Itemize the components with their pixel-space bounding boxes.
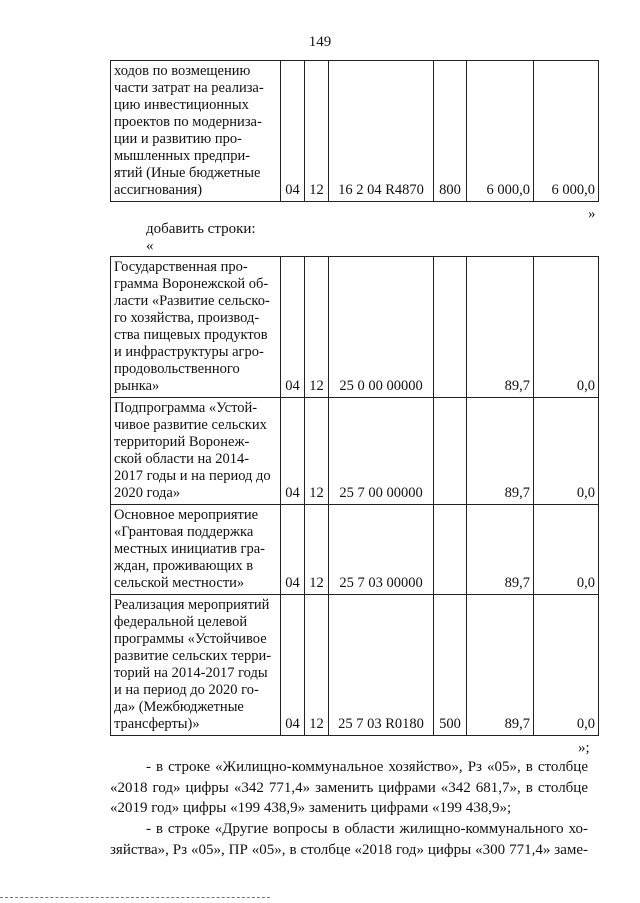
amendment-paragraph-1 [110,757,588,819]
row-name-cell [111,398,281,505]
row-name-line: грамма Воронежской об- [114,276,269,292]
sum-2019-cell: 0,0 [534,505,599,595]
row-name-line: сельской местности» [114,575,245,591]
row-name-line: 2020 года» [114,485,181,501]
closing-quote-2: »; [578,740,590,756]
pr-cell: 12 [305,398,329,505]
row-name-line: Государственная про- [114,259,248,275]
sum-2018-cell: 89,7 [467,505,534,595]
sum-2019-cell: 6 000,0 [534,61,599,202]
pr-cell: 12 [305,595,329,736]
budget-table-continuation [110,60,599,202]
pr-cell: 12 [305,505,329,595]
rz-cell: 04 [281,398,305,505]
row-name-line: ятий (Иные бюджетные [114,165,261,181]
table-row [111,398,599,505]
table-row [111,595,599,736]
row-name-line: Основное мероприятие [114,507,259,523]
row-name-line: ции и развитию про- [114,131,242,147]
sum-2018-cell: 6 000,0 [467,61,534,202]
row-name-line: программы «Устойчивое [114,631,267,647]
paragraph-line: зяйства», Рз «05», ПР «05», в столбце «2018 год» цифры «300 771,4» заме- [110,841,588,858]
paragraph-line: «2019 год» цифры «199 438,9» заменить цифрами «199 438,9»; [110,800,512,816]
csr-cell: 25 0 00 00000 [329,257,434,398]
sum-2019-cell: 0,0 [534,257,599,398]
row-name-line: ассигнования) [114,182,203,198]
sum-2018-cell: 89,7 [467,595,534,736]
add-rows-label: добавить строки: [146,221,256,237]
sum-2019-cell: 0,0 [534,398,599,505]
csr-cell: 25 7 00 00000 [329,398,434,505]
rz-cell: 04 [281,257,305,398]
sum-2018-cell: 89,7 [467,398,534,505]
row-name-line: торий на 2014-2017 годы [114,665,268,681]
row-name-line: мышленных предпри- [114,148,251,164]
table-row [111,505,599,595]
row-name-line: ласти «Развитие сельско- [114,293,270,309]
row-name-line: да» (Межбюджетные [114,699,244,715]
row-name-line: развитие сельских терри- [114,648,272,664]
opening-quote: « [146,238,154,254]
row-name-line: местных инициатив гра- [114,541,266,557]
row-name-cell [111,505,281,595]
row-name-cell [111,595,281,736]
row-name-line: части затрат на реализа- [114,80,264,96]
pr-cell: 12 [305,61,329,202]
amendment-paragraph-2 [110,819,588,860]
row-name-line: 2017 годы и на период до [114,468,271,484]
row-name-line: ства пищевых продуктов [114,327,268,343]
rz-cell: 04 [281,595,305,736]
vr-cell [434,398,467,505]
row-name-line: и на период до 2020 го- [114,682,259,698]
csr-cell: 16 2 04 R4870 [329,61,434,202]
budget-table-added-rows [110,256,599,736]
vr-cell: 500 [434,595,467,736]
row-name-line: рынка» [114,378,160,394]
paragraph-line: - в строке «Жилищно-коммунальное хозяйство», Рз «05», в столбце [146,759,588,775]
page-number: 149 [308,34,332,50]
row-name-line: территорий Воронеж- [114,434,250,450]
closing-quote-1: » [588,206,596,222]
row-name-line: продовольственного [114,361,240,377]
vr-cell [434,257,467,398]
rz-cell: 04 [281,61,305,202]
row-name-line: ждан, проживающих в [114,558,254,574]
vr-cell: 800 [434,61,467,202]
row-name-line: цию инвестиционных [114,97,249,113]
paragraph-line: - в строке «Другие вопросы в области жилищно-коммунального хо- [146,821,588,837]
csr-cell: 25 7 03 R0180 [329,595,434,736]
row-name-line: ходов по возмещению [114,63,251,79]
footer-divider [0,897,270,898]
sum-2019-cell: 0,0 [534,595,599,736]
row-name-line: Реализация мероприятий [114,597,270,613]
pr-cell: 12 [305,257,329,398]
row-name-line: и инфраструктуры агро- [114,344,264,360]
row-name-line: федеральной целевой [114,614,248,630]
table-row [111,61,599,202]
paragraph-line: «2018 год» цифры «342 771,4» заменить цифрами «342 681,7», в столбце [110,779,588,796]
row-name-line: чивое развитие сельских [114,417,267,433]
table-row [111,257,599,398]
row-name-cell [111,257,281,398]
row-name-line: го хозяйства, производ- [114,310,260,326]
row-name-line: Подпрограмма «Устой- [114,400,258,416]
row-name-line: ской области на 2014- [114,451,250,467]
csr-cell: 25 7 03 00000 [329,505,434,595]
row-name-cell [111,61,281,202]
rz-cell: 04 [281,505,305,595]
row-name-line: «Грантовая поддержка [114,524,254,540]
sum-2018-cell: 89,7 [467,257,534,398]
row-name-line: трансферты)» [114,716,200,732]
row-name-line: проектов по модерниза- [114,114,262,130]
vr-cell [434,505,467,595]
